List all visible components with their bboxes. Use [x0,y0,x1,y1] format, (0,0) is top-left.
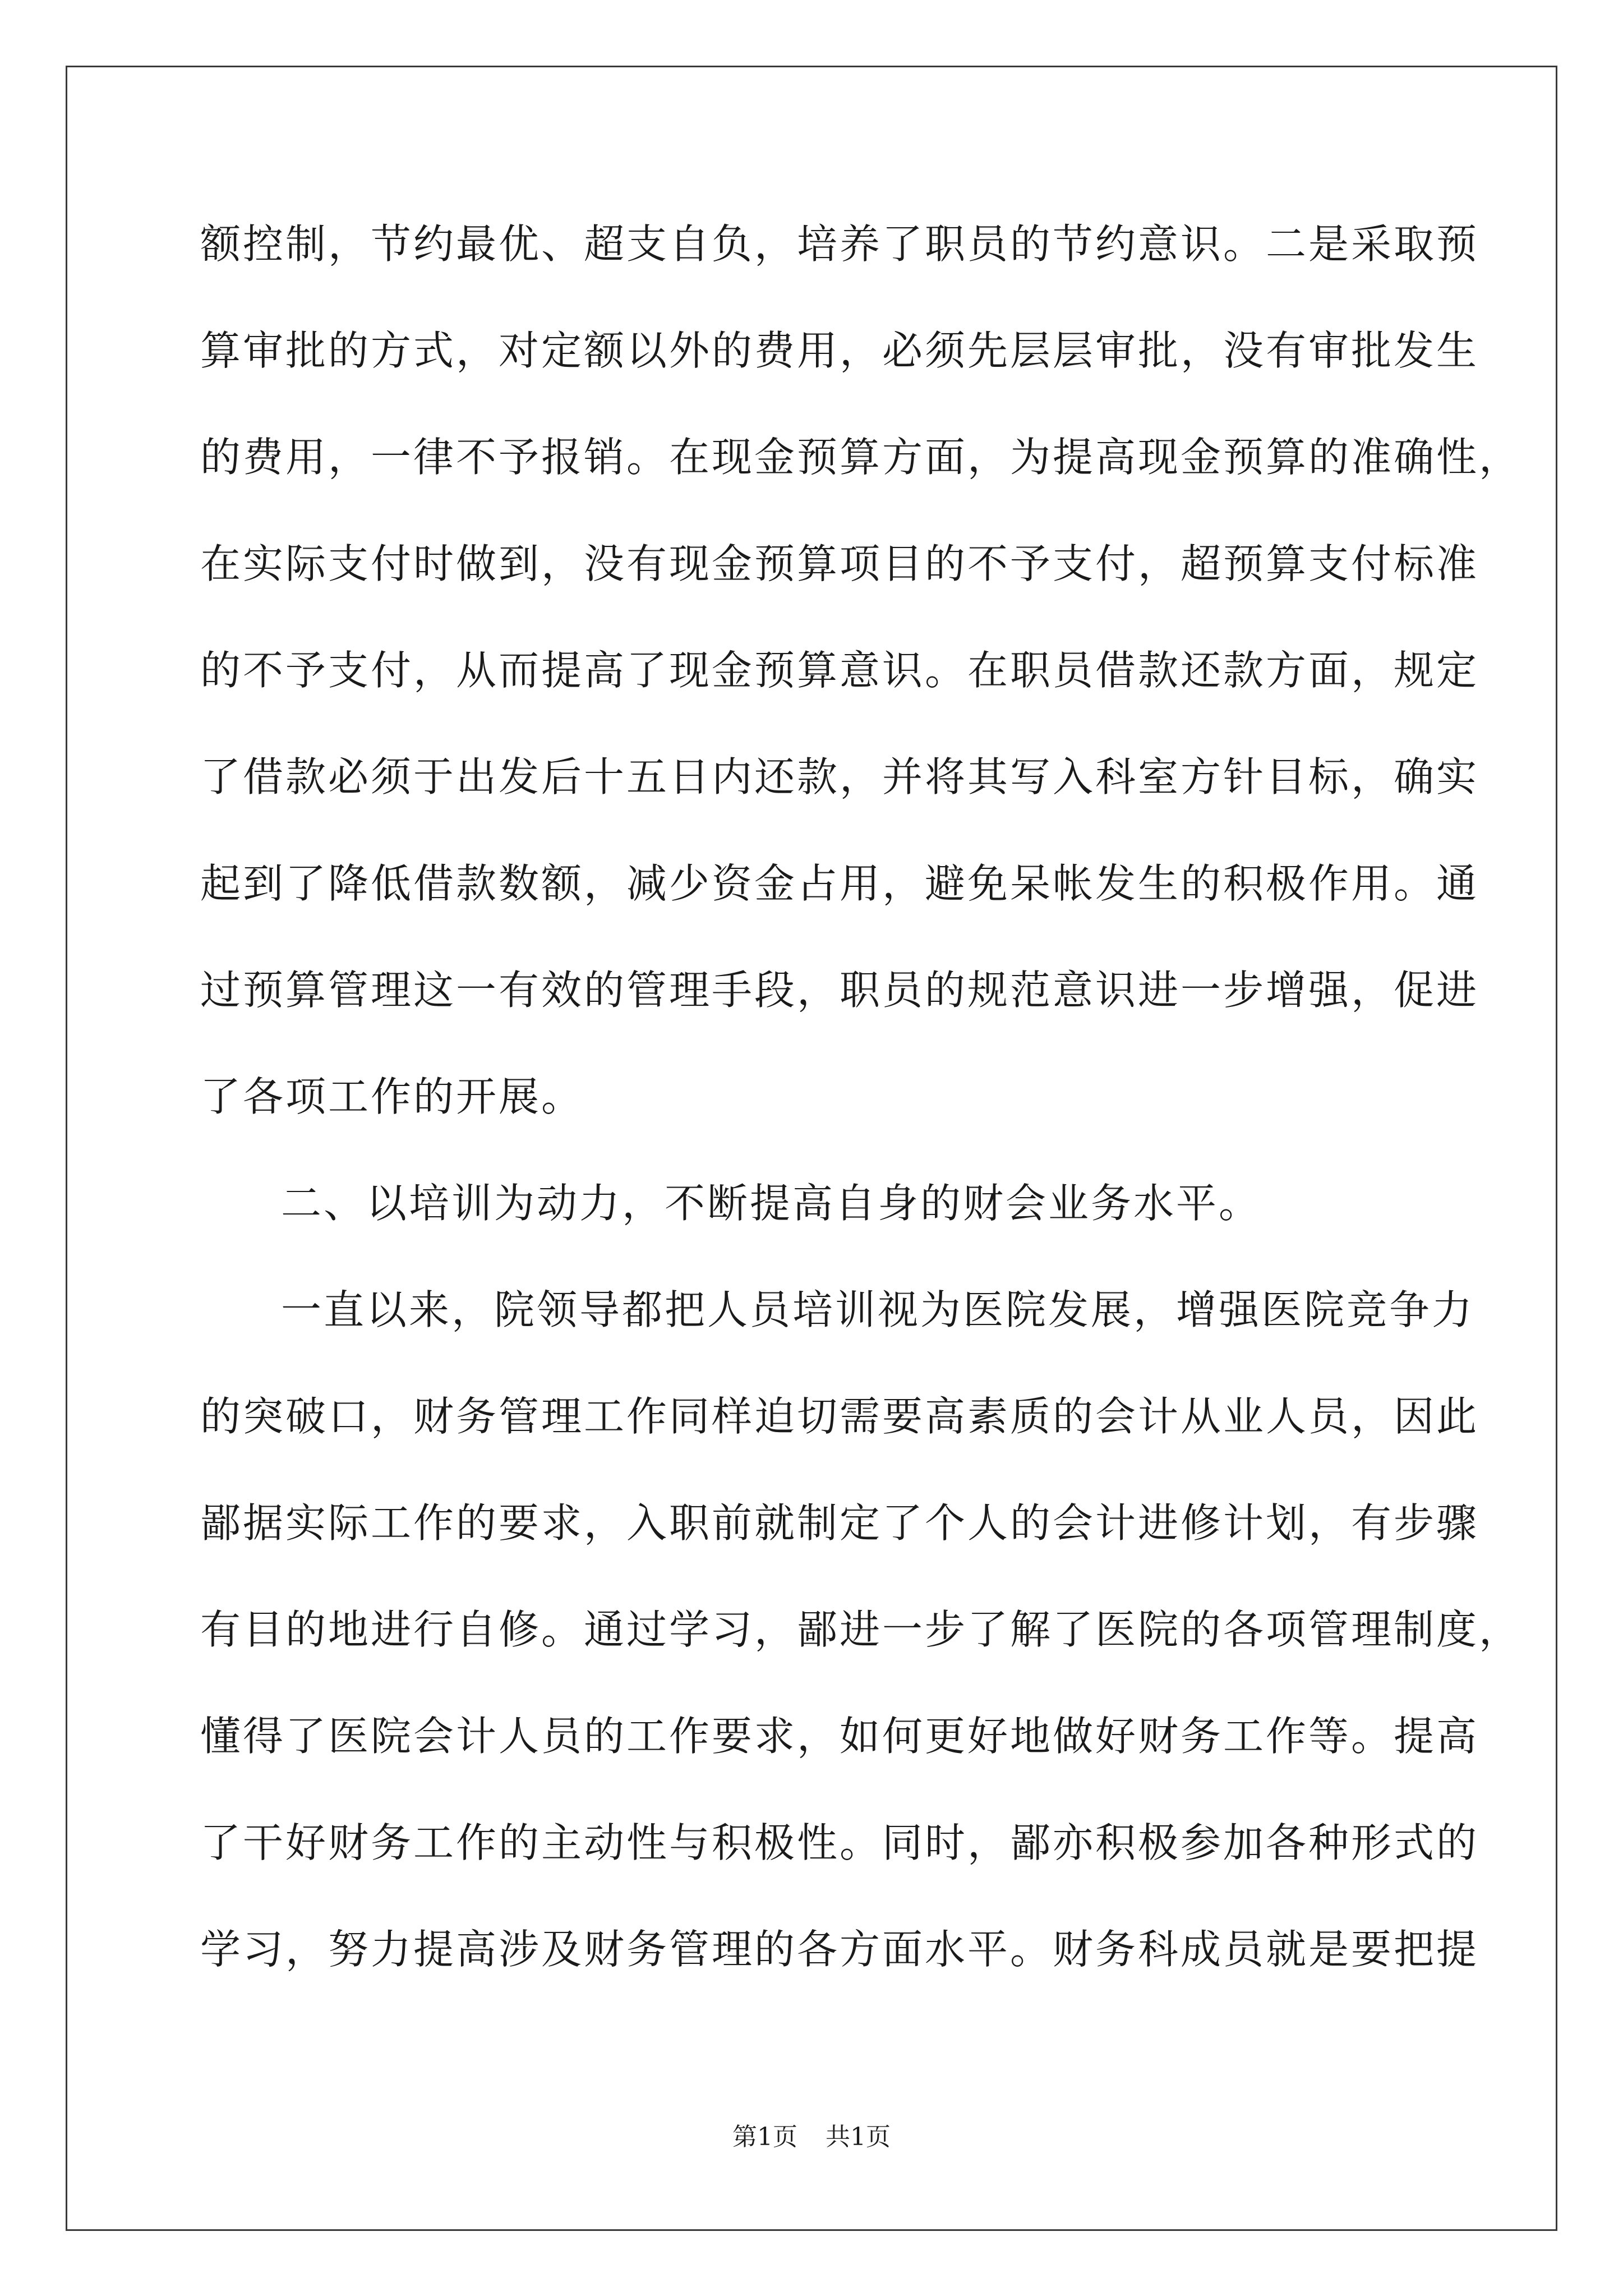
text-line: 的突破口，财务管理工作同样迫切需要高素质的会计从业人员，因此 [200,1393,1479,1440]
text-line: 懂得了医院会计人员的工作要求，如何更好地做好财务工作等。提高 [200,1713,1479,1760]
text-line: 有目的地进行自修。通过学习，鄙进一步了解了医院的各项管理制度， [200,1606,1522,1653]
page-footer [0,2120,1623,2154]
text-line: 额控制，节约最优、超支自负，培养了职员的节约意识。二是采取预 [200,220,1479,268]
section-heading: 二、以培训为动力，不断提高自身的财会业务水平。 [281,1180,1262,1227]
text-line: 过预算管理这一有效的管理手段，职员的规范意识进一步增强，促进 [200,967,1479,1014]
text-line: 了干好财务工作的主动性与积极性。同时，鄙亦积极参加各种形式的 [200,1819,1479,1866]
text-line: 学习，努力提高涉及财务管理的各方面水平。财务科成员就是要把提 [200,1926,1479,1973]
text-line: 算审批的方式，对定额以外的费用，必须先层层审批，没有审批发生 [200,327,1479,374]
text-line: 在实际支付时做到，没有现金预算项目的不予支付，超预算支付标准 [200,540,1479,587]
page-number: 第1页 [732,2123,797,2151]
text-line: 的费用，一律不予报销。在现金预算方面，为提高现金预算的准确性， [200,434,1522,481]
text-line: 起到了降低借款数额，减少资金占用，避免呆帐发生的积极作用。通 [200,860,1479,907]
text-line: 的不予支付，从而提高了现金预算意识。在职员借款还款方面，规定 [200,647,1479,694]
text-line: 了各项工作的开展。 [200,1073,584,1120]
text-line: 了借款必须于出发后十五日内还款，并将其写入科室方针目标，确实 [200,753,1479,800]
paragraph-start: 一直以来，院领导都把人员培训视为医院发展，增强医院竞争力 [281,1286,1475,1333]
text-line: 鄙据实际工作的要求，入职前就制定了个人的会计进修计划，有步骤 [200,1499,1479,1547]
document-body [200,213,1522,2025]
page-total: 共1页 [826,2123,891,2151]
